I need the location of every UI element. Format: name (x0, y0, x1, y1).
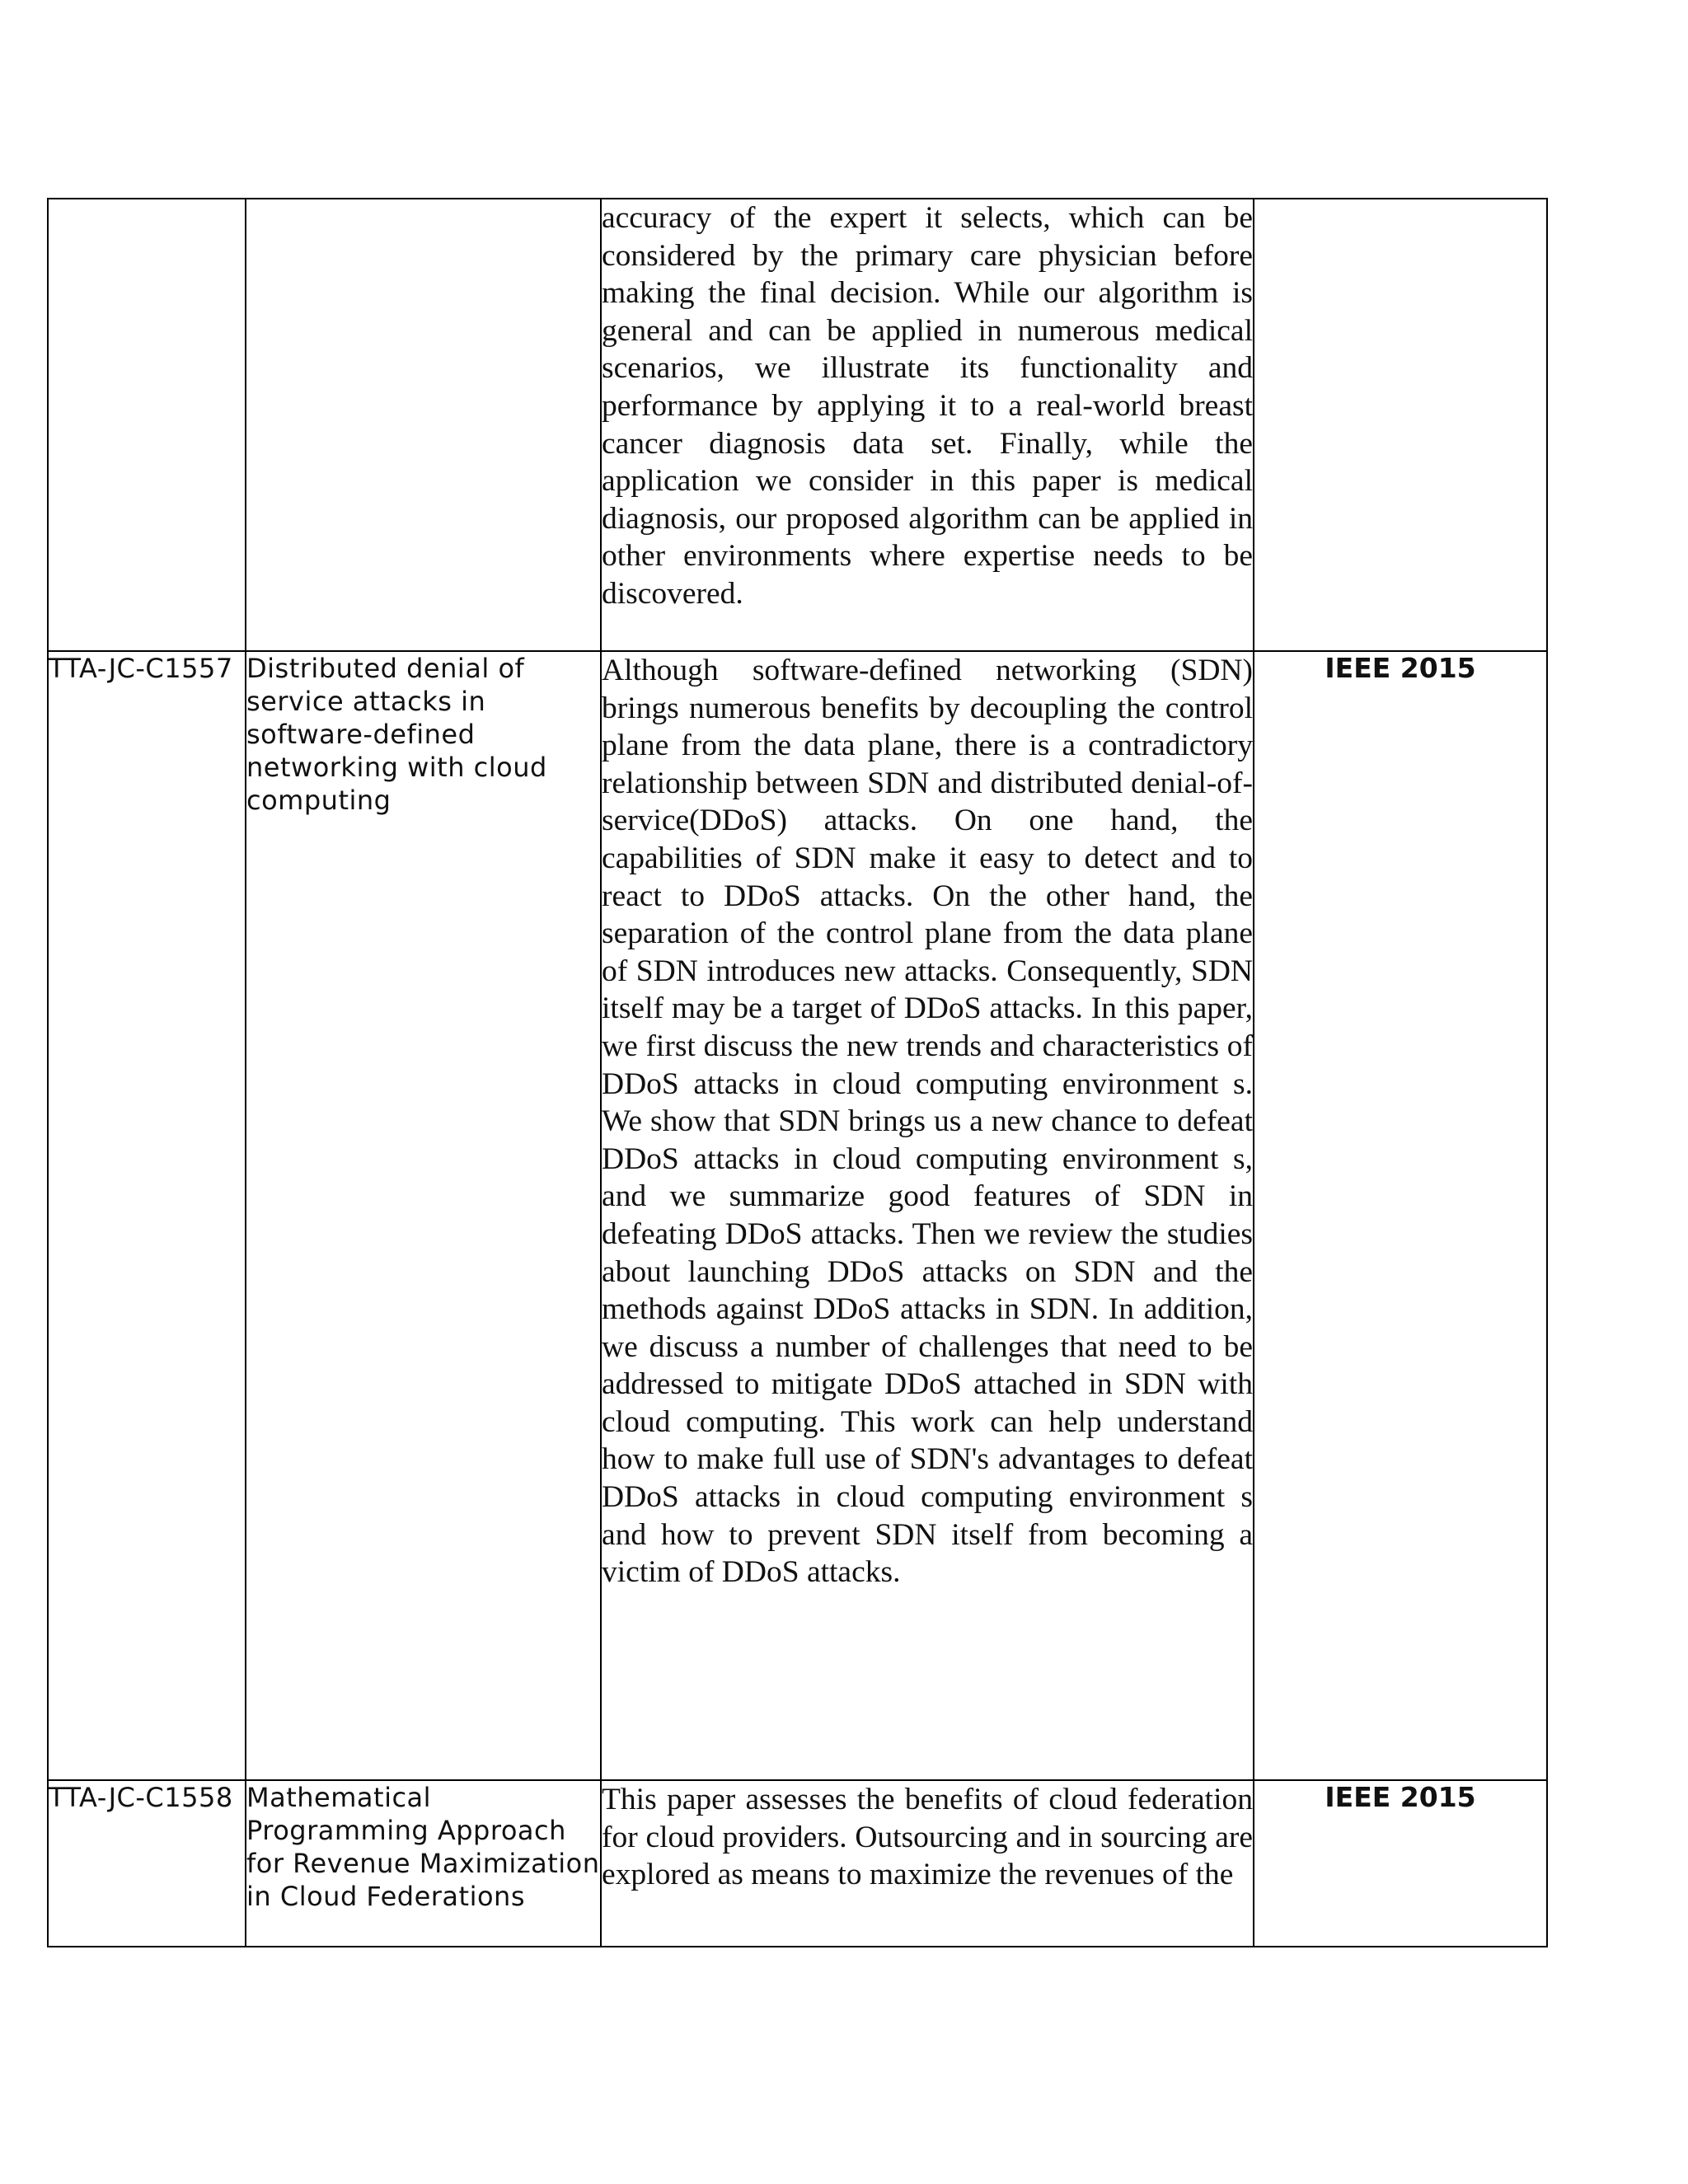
table-row (48, 199, 1547, 651)
abstract-text: accuracy of the expert it selects, which can be considered by the primary care physician before making the final decision. While our algorithm is general and can be applied in numerous medical scenarios, we illustrate its functionality and performance by applying it to a real-world breast cancer diagnosis data set. Finally, while the application we consider in this paper is medical diagnosis, our proposed algorithm can be applied in other environments where expertise needs to be discovered. (602, 201, 1253, 611)
paper-abstract-cell (601, 651, 1254, 1780)
paper-title-cell: Mathematical Programming Approach for Revenue Maximization in Cloud Federations (246, 1780, 601, 1947)
paper-id-cell: TTA-JC-C1557 (48, 651, 246, 1780)
paper-abstract-cell (601, 1780, 1254, 1947)
paper-abstract-cell (601, 199, 1254, 651)
paper-year-cell: IEEE 2015 (1254, 1780, 1547, 1947)
papers-table (47, 198, 1548, 1947)
paper-year-cell (1254, 199, 1547, 651)
table-row (48, 1780, 1547, 1947)
paper-title-cell: Distributed denial of service attacks in software-defined networking with cloud computing (246, 651, 601, 1780)
abstract-text: Although software-defined networking (SDN) brings numerous benefits by decoupling the control plane from the data plane, there is a contradictory relationship between SDN and distributed denial-of-service(DDoS) attacks. On one hand, the capabilities of SDN make it easy to detect and to react to DDoS attacks. On the other hand, the separation of the control plane from the data plane of SDN introduces new attacks. Consequently, SDN itself may be a target of DDoS attacks. In this paper, we first discuss the new trends and characteristics of DDoS attacks in cloud computing environment s. We show that SDN brings us a new chance to defeat DDoS attacks in cloud computing environment s, and we summarize good features of SDN in defeating DDoS attacks. Then we review the studies about launching DDoS attacks on SDN and the methods against DDoS attacks in SDN. In addition, we discuss a number of challenges that need to be addressed to mitigate DDoS attached in SDN with cloud computing. This work can help understand how to make full use of SDN's advantages to defeat DDoS attacks in cloud computing environment s and how to prevent SDN itself from becoming a victim of DDoS attacks. (602, 654, 1253, 1590)
paper-title-cell (246, 199, 601, 651)
paper-year-cell: IEEE 2015 (1254, 651, 1547, 1780)
table-row (48, 651, 1547, 1780)
paper-id-cell: TTA-JC-C1558 (48, 1780, 246, 1947)
abstract-text: This paper assesses the benefits of cloud federation for cloud providers. Outsourcing and in sourcing are explored as means to maximize the revenues of the (602, 1783, 1253, 1892)
paper-id-cell (48, 199, 246, 651)
